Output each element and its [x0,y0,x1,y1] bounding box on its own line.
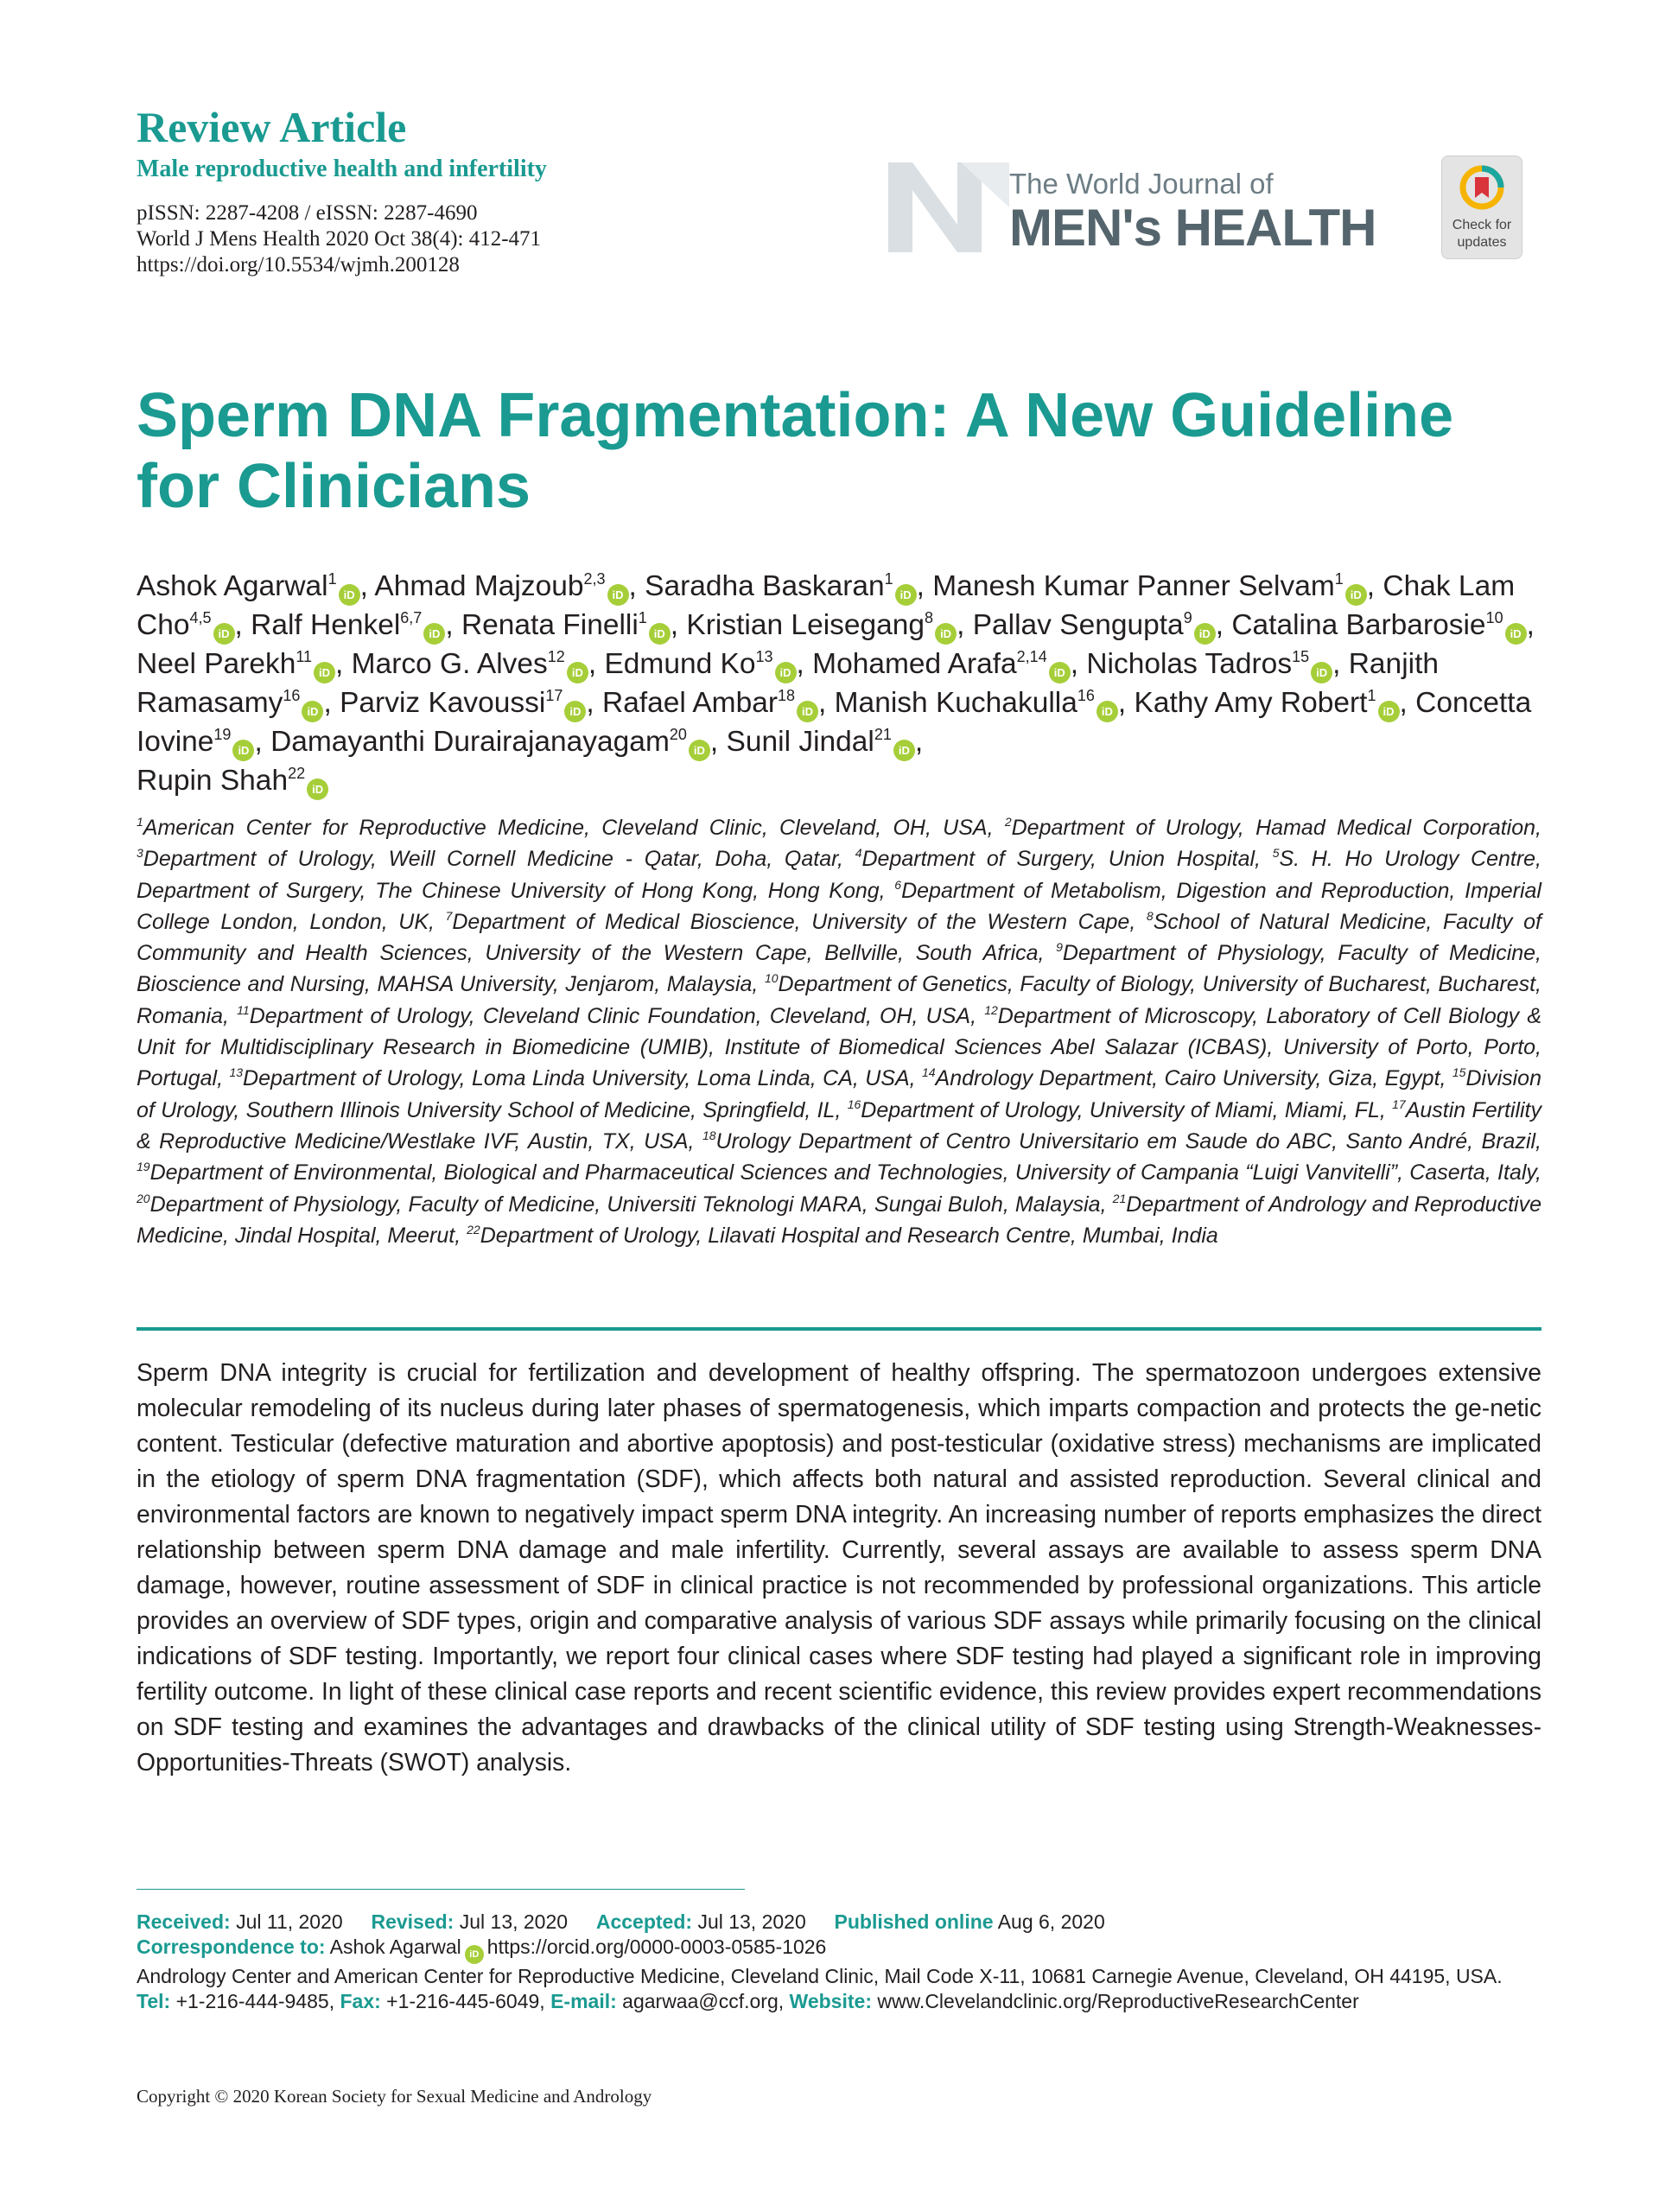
author-name: Mohamed Arafa [812,648,1017,680]
orcid-link[interactable]: https://orcid.org/0000-0003-0585-1026 [486,1936,827,1958]
orcid-icon[interactable]: iD [895,584,917,606]
author-name: Concetta Iovine [137,687,1532,758]
author-affiliation-number: 18 [778,687,796,704]
affiliation-number: 15 [1452,1065,1466,1080]
affiliation-text: Department of Urology, Cleveland Clinic Foundation, Cleveland, OH, USA, [249,1003,985,1028]
author [270,726,710,758]
orcid-icon[interactable]: iD [307,779,328,800]
author-name: Parviz Kavoussi [340,687,546,719]
doi-link[interactable]: https://doi.org/10.5534/wjmh.200128 [137,253,460,276]
affiliation-text: Andrology Department, Cairo University, Giza, Egypt, [935,1066,1452,1091]
affiliation-text: Department of Urology, Lilavati Hospital and Research Centre, Mumbai, India [480,1223,1218,1248]
author [835,687,1118,719]
affiliation-number: 16 [847,1096,861,1111]
received-label: Received: [137,1910,231,1933]
article-header [137,102,547,278]
author [137,570,360,602]
check-updates-label-1: Check for [1452,218,1512,232]
author-affiliation-number: 4,5 [189,609,212,626]
author-affiliation-number: 16 [1077,687,1095,704]
check-for-updates-icon [1458,163,1506,212]
author [686,609,957,641]
affiliation-number: 12 [984,1002,998,1017]
orcid-icon[interactable]: iD [232,740,254,761]
author-affiliation-number: 1 [327,570,337,588]
affiliation-text: Department of Genetics, Faculty of Biology, University of Bucharest, Bucharest, Romania, [137,972,1541,1028]
author-name: Saradha Baskaran [645,570,885,602]
affiliation-text: Department of Andrology and Reproductive Medicine, Jindal Hospital, Meerut, [137,1192,1541,1248]
correspondence-label: Correspondence to: [137,1936,326,1958]
published-date: Aug 6, 2020 [997,1910,1105,1933]
author-name: Manish Kuchakulla [834,687,1077,719]
affiliation-number: 13 [229,1065,244,1080]
orcid-icon[interactable]: iD [1096,701,1118,722]
affiliation-text: Department of Metabolism, Digestion and Reproduction, Imperial College London, London, UK, [137,878,1541,934]
correspondence-name: Ashok Agarwal [329,1936,461,1958]
orcid-icon[interactable]: iD [1345,584,1367,606]
affiliation-text: Department of Physiology, Faculty of Medicine, Bioscience and Nursing, MAHSA University, Jenjarom, Malaysia, [137,941,1542,997]
affiliation-text: Department of Urology, Weill Cornell Medicine - Qatar, Doha, Qatar, [143,847,855,872]
author-affiliation-number: 21 [874,726,892,743]
website-link[interactable]: www.Clevelandclinic.org/ReproductiveResearchCenter [877,1990,1359,2012]
author [645,570,917,602]
website-label: Website: [789,1990,872,2012]
orcid-icon[interactable]: iD [567,662,588,683]
author-affiliation-number: 9 [1183,609,1192,626]
affiliation-text: School of Natural Medicine, Faculty of Community and Health Sciences, University of the Western Cape, Bellville, South Africa, [137,909,1541,966]
affiliation-text: American Center for Reproductive Medicine, Cleveland Clinic, Cleveland, OH, USA, [143,816,1005,840]
author-affiliation-number: 12 [547,648,565,665]
author-name: Renata Finelli [461,609,639,641]
section-name: Male reproductive health and infertility [137,156,547,182]
orcid-icon[interactable]: iD [797,701,818,722]
affiliation-number: 2 [1004,815,1012,829]
affiliation-number: 21 [1112,1191,1127,1205]
author-affiliation-number: 1 [1367,687,1376,704]
author-name: Ranjith Ramasamy [137,648,1440,719]
affiliation-text: Department of Microscopy, Laboratory of Cell Biology & Unit for Multidisciplinary Research in Biomedicine (UMIB), Institute of Biomedical Sciences Abel Salazar (ICBAS), University of Porto, Porto, Portugal, [137,1003,1541,1091]
author [1135,687,1400,719]
affiliation-text: Department of Urology, University of Miami, Miami, FL, [861,1097,1393,1122]
orcid-icon[interactable]: iD [314,662,335,683]
check-for-updates-button[interactable] [1441,156,1522,259]
affiliation-number: 9 [1056,940,1063,955]
article-footer [137,1910,1554,2014]
received-date: Jul 11, 2020 [236,1910,343,1933]
author-affiliation-number: 20 [669,726,687,743]
journal-logo-line2: MEN's HEALTH [1009,199,1376,257]
affiliation-number: 5 [1272,846,1280,861]
correspondence-address: Andrology Center and American Center for Reproductive Medicine, Cleveland Clinic, Mail Code X-11, 10681 Carnegie Avenue, Cleveland, OH 44195, USA. [137,1965,1503,1987]
author [602,687,818,719]
article-title: Sperm DNA Fragmentation: A New Guideline for Clinicians [137,381,1454,521]
orcid-icon[interactable]: iD [775,662,797,683]
abstract: Sperm DNA integrity is crucial for fertilization and development of healthy offspring. The spermatozoon undergoes extensive molecular remodeling of its nucleus during later phases of spermatogenesis, which imparts compaction and protects the ge-netic content. Testicular (defective maturation and abortive apoptosis) and post-testicular (oxidative stress) mechanisms are implicated in the etiology of sperm DNA fragmentation (SDF), which affects both natural and assisted reproduction. Several clinical and environmental factors are known to negatively impact sperm DNA integrity. An increasing number of reports emphasizes the direct relationship between sperm DNA damage and male infertility. Currently, several assays are available to assess sperm DNA damage, however, routine assessment of SDF in clinical practice is not recommended by professional organizations. This article provides an overview of SDF types, origin and comparative analysis of various SDF assays while primarily focusing on the clinical indications of SDF testing. Importantly, we report four clinical cases where SDF testing had played a significant role in improving fertility outcome. In light of these clinical case reports and recent scientific evidence, this review provides expert recommendations on SDF testing and examines the advantages and drawbacks of the clinical utility of SDF testing using Strength-Weaknesses-Opportunities-Threats (SWOT) analysis. [137,1358,1541,1776]
author [604,648,796,680]
fax-label: Fax: [340,1990,381,2012]
author-affiliation-number: 1 [638,609,647,626]
affiliation-number: 1 [137,815,143,829]
revised-label: Revised: [371,1910,454,1933]
author [340,687,586,719]
article-type: Review Article [137,103,407,151]
author-affiliation-number: 15 [1292,648,1310,665]
orcid-icon[interactable]: iD [689,740,710,761]
fax-value: +1-216-445-6049, [386,1990,545,2012]
author-name: Nicholas Tadros [1086,648,1293,680]
author-name: Ashok Agarwal [137,570,328,602]
journal-logo-line1: The World Journal of [1009,168,1274,200]
affiliation-text: Department of Urology, Loma Linda University, Loma Linda, CA, USA, [243,1066,922,1091]
issn: pISSN: 2287-4208 / eISSN: 2287-4690 [137,201,478,225]
author-affiliation-number: 16 [283,687,301,704]
affiliation-text: Department of Environmental, Biological and Pharmaceutical Sciences and Technologies, University of Campania “Luigi Vanvitelli”, Caserta, Italy, [149,1160,1541,1185]
affiliation-text: Urology Department of Centro Universitario em Saude do ABC, Santo André, Brazil, [715,1128,1541,1154]
author-name: Rupin Shah [137,765,289,797]
author-name: Rafael Ambar [602,687,778,719]
author-affiliation-number: 1 [1334,570,1344,588]
affiliation-number: 14 [921,1065,936,1080]
orcid-icon[interactable]: iD [1505,623,1527,645]
orcid-icon[interactable]: iD [893,740,915,761]
author [1086,648,1332,680]
author-affiliation-number: 2,3 [583,570,606,588]
orcid-icon[interactable]: iD [339,584,360,606]
author [374,570,628,602]
journal-logo-mark-icon [888,156,1009,259]
section-divider [137,1327,1541,1331]
affiliation-text: Department of Surgery, Union Hospital, [861,847,1273,872]
affiliation-number: 3 [137,846,143,861]
affiliation-list [137,812,1541,1251]
author-name: Kathy Amy Robert [1134,687,1368,719]
orcid-icon[interactable]: iD [465,1945,484,1964]
accepted-label: Accepted: [595,1910,693,1933]
author [251,609,445,641]
correspondence-row [137,1935,1554,1964]
author-name: Sunil Jindal [726,726,874,758]
affiliation-number: 4 [855,846,862,861]
email-label: E-mail: [550,1990,617,2012]
author [1231,609,1526,641]
orcid-icon[interactable]: iD [1378,701,1400,722]
author-affiliation-number: 11 [296,648,313,665]
affiliation-number: 18 [702,1128,716,1142]
citation: World J Mens Health 2020 Oct 38(4): 412-471 [137,227,542,251]
check-updates-label-2: updates [1457,235,1507,250]
publication-meta [137,200,547,278]
affiliation-number: 8 [1146,908,1154,923]
affiliation-number: 17 [1392,1096,1406,1111]
author [461,609,671,641]
email-link[interactable]: agarwaa@ccf.org, [622,1990,785,2012]
affiliation-number: 20 [137,1191,150,1205]
orcid-icon[interactable]: iD [649,623,671,645]
author-name: Catalina Barbarosie [1231,609,1486,641]
affiliation-text: Department of Physiology, Faculty of Medicine, Universiti Teknologi MARA, Sungai Buloh, Malaysia, [149,1192,1113,1217]
affiliation-text: S. H. Ho Urology Centre, Department of Surgery, The Chinese University of Hong Kong, Hong Kong, [137,847,1541,903]
copyright: Copyright © 2020 Korean Society for Sexual Medicine and Andrology [137,2086,652,2107]
published-label: Published online [834,1910,994,1933]
author-affiliation-number: 1 [884,570,893,588]
dates-row [137,1910,1554,1935]
author-name: Ralf Henkel [251,609,401,641]
orcid-icon[interactable]: iD [607,584,629,606]
author-name: Manesh Kumar Panner Selvam [932,570,1335,602]
affiliation-number: 6 [894,877,902,892]
tel-label: Tel: [137,1990,171,2012]
affiliation-number: 19 [137,1160,150,1174]
author-affiliation-number: 13 [755,648,773,665]
author-name: Edmund Ko [604,648,756,680]
author-affiliation-number: 8 [925,609,934,626]
author-affiliation-number: 6,7 [400,609,423,626]
orcid-icon[interactable]: iD [302,701,323,722]
affiliation-text: Department of Urology, Hamad Medical Corporation, [1011,816,1541,840]
author [973,609,1216,641]
author [932,570,1367,602]
journal-logo [888,156,1424,259]
author [137,765,328,797]
author-name: Pallav Sengupta [972,609,1184,641]
orcid-icon[interactable]: iD [1194,623,1216,645]
affiliation-text: Austin Fertility & Reproductive Medicine/Westlake IVF, Austin, TX, USA, [137,1097,1542,1154]
author-affiliation-number: 2,14 [1016,648,1047,665]
author [352,648,588,680]
orcid-icon[interactable]: iD [1311,662,1332,683]
orcid-icon[interactable]: iD [935,623,957,645]
author-name: Neel Parekh [137,648,296,680]
orcid-icon[interactable]: iD [213,623,235,645]
orcid-icon[interactable]: iD [564,701,586,722]
author-name: Kristian Leisegang [686,609,925,641]
author-name: Damayanthi Durairajanayagam [270,726,670,758]
contact-row [137,1989,1554,2014]
author-affiliation-number: 19 [213,726,232,743]
author-affiliation-number: 10 [1485,609,1503,626]
affiliation-number: 22 [467,1222,480,1236]
author [727,726,915,758]
orcid-icon[interactable]: iD [423,623,445,645]
author-name: Ahmad Majzoub [374,570,584,602]
affiliation-text: Division of Urology, Southern Illinois University School of Medicine, Springfield, IL, [137,1066,1541,1122]
revised-date: Jul 13, 2020 [459,1910,569,1933]
author-name: Chak Lam Cho [137,570,1516,641]
affiliation-number: 11 [237,1002,250,1017]
affiliation-text: Department of Medical Bioscience, University of the Western Cape, [452,909,1147,934]
orcid-icon[interactable]: iD [1049,662,1071,683]
affiliation-number: 10 [764,971,779,986]
footer-divider [137,1889,745,1890]
author-list: Ashok Agarwal$^1$iD , Ahmad Majzoub$^{2,3}$iD , Saradha Baskaran$^1$iD , Manesh Kumar Panner Selvam$^1$iD , Chak Lam Cho$^{4,5}$iD , Ralf Henkel$^{6,7}$iD , Renata Finelli$^1$iD , Kristian Leisegang$^8$iD , Pallav Sengupta$^9$iD , Catalina Barbarosie$^{10}$iD , Neel Parekh$^{11}$iD , Marco G. Alves$^{12}$iD , Edmund Ko$^{13}$iD , Mohamed Arafa$^{2,14}$iD , Nicholas Tadros$^{15}$iD , Ranjith Ramasamy$^{16}$iD , Parviz Kavoussi$^{17}$iD , Rafael Ambar$^{18}$iD , Manish Kuchakulla$^{16}$iD , Kathy Amy Robert$^1$iD , Concetta Iovine$^{19}$iD , Damayanthi Durairajanayagam$^{20}$iD , Sunil Jindal$^{21}$iD , Rupin Shah$^{22}$iD [137,567,1554,800]
author-name: Marco G. Alves [351,648,548,680]
author-affiliation-number: 22 [288,765,306,782]
tel-value: +1-216-444-9485, [175,1990,335,2012]
author-affiliation-number: 17 [545,687,563,704]
author [137,648,335,680]
affiliation-number: 7 [445,908,453,923]
accepted-date: Jul 13, 2020 [697,1910,806,1933]
author [812,648,1071,680]
